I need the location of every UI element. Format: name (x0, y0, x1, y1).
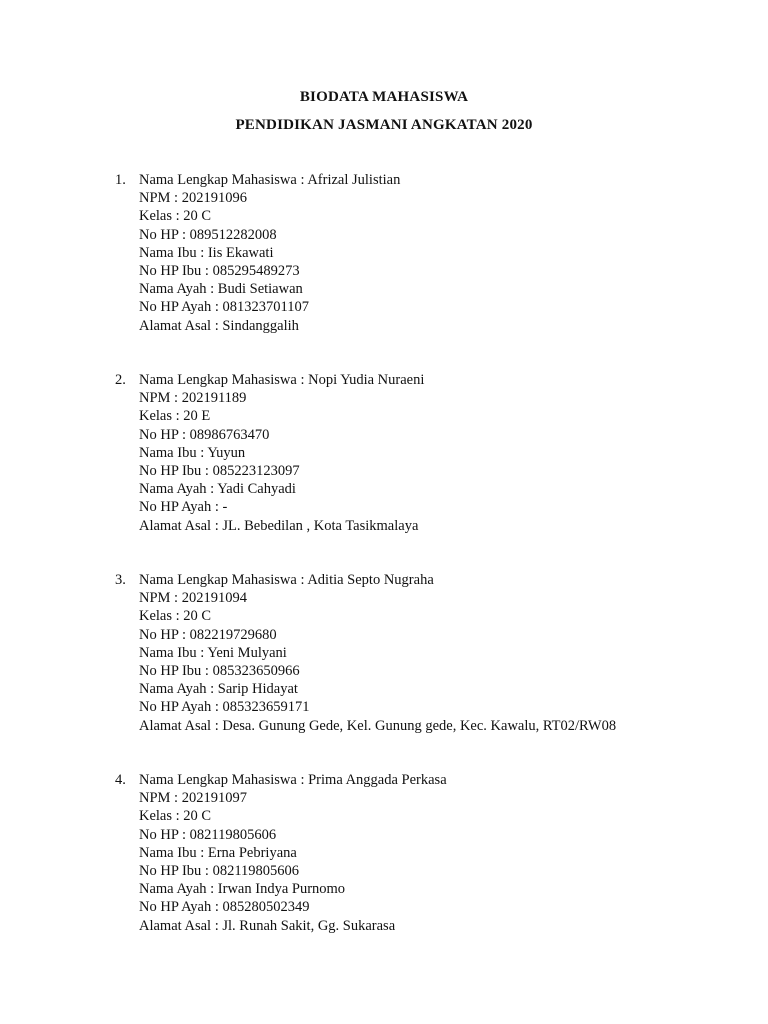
field-mother-phone: No HP Ibu : 085295489273 (139, 262, 300, 279)
field-mother-phone: No HP Ibu : 085223123097 (139, 462, 300, 479)
field-father-name: Nama Ayah : Yadi Cahyadi (139, 481, 296, 498)
entry-number: 2. (115, 372, 126, 388)
field-home-address: Alamat Asal : Desa. Gunung Gede, Kel. Gunung gede, Kec. Kawalu, RT02/RW08 (139, 717, 617, 734)
field-mother-name: Nama Ibu : Yeni Mulyani (139, 644, 287, 661)
field-class: Kelas : 20 E (139, 408, 211, 425)
entry-number: 4. (115, 772, 126, 788)
field-father-phone: No HP Ayah : - (139, 499, 228, 516)
field-full-name: Nama Lengkap Mahasiswa : Nopi Yudia Nuraeni (139, 372, 425, 388)
field-father-phone: No HP Ayah : 085280502349 (139, 899, 310, 916)
field-phone: No HP : 082219729680 (139, 626, 277, 643)
field-father-name: Nama Ayah : Sarip Hidayat (139, 681, 298, 698)
field-mother-name: Nama Ibu : Yuyun (139, 444, 246, 461)
field-full-name: Nama Lengkap Mahasiswa : Prima Anggada Perkasa (139, 772, 447, 788)
field-phone: No HP : 08986763470 (139, 426, 270, 443)
field-phone: No HP : 082119805606 (139, 826, 277, 843)
field-father-name: Nama Ayah : Budi Setiawan (139, 281, 303, 298)
field-mother-name: Nama Ibu : Erna Pebriyana (139, 844, 297, 861)
field-npm: NPM : 202191096 (139, 190, 247, 207)
field-father-phone: No HP Ayah : 081323701107 (139, 299, 309, 316)
entry-number: 3. (115, 572, 126, 588)
field-father-phone: No HP Ayah : 085323659171 (139, 699, 310, 716)
entry-field-list (139, 571, 616, 735)
document-title: BIODATA MAHASISWA (299, 89, 469, 105)
field-mother-phone: No HP Ibu : 085323650966 (139, 662, 300, 679)
field-class: Kelas : 20 C (139, 208, 212, 225)
field-mother-name: Nama Ibu : Iis Ekawati (139, 244, 274, 261)
entry-field-list (139, 371, 424, 535)
field-phone: No HP : 089512282008 (139, 226, 277, 243)
field-npm: NPM : 202191097 (139, 790, 247, 807)
field-father-name: Nama Ayah : Irwan Indya Purnomo (139, 881, 346, 898)
field-full-name: Nama Lengkap Mahasiswa : Aditia Septo Nugraha (139, 572, 434, 588)
field-home-address: Alamat Asal : Jl. Runah Sakit, Gg. Sukarasa (139, 917, 396, 934)
field-class: Kelas : 20 C (139, 608, 212, 625)
field-class: Kelas : 20 C (139, 808, 212, 825)
field-mother-phone: No HP Ibu : 082119805606 (139, 862, 300, 879)
field-npm: NPM : 202191094 (139, 590, 247, 607)
entry-number: 1. (115, 172, 126, 188)
entry-field-list (139, 771, 447, 935)
field-full-name: Nama Lengkap Mahasiswa : Afrizal Julistian (139, 172, 401, 188)
entry-field-list (139, 171, 400, 335)
field-home-address: Alamat Asal : Sindanggalih (139, 317, 299, 334)
field-npm: NPM : 202191189 (139, 390, 247, 407)
document-subtitle: PENDIDIKAN JASMANI ANGKATAN 2020 (235, 117, 533, 133)
field-home-address: Alamat Asal : JL. Bebedilan , Kota Tasikmalaya (139, 517, 419, 534)
